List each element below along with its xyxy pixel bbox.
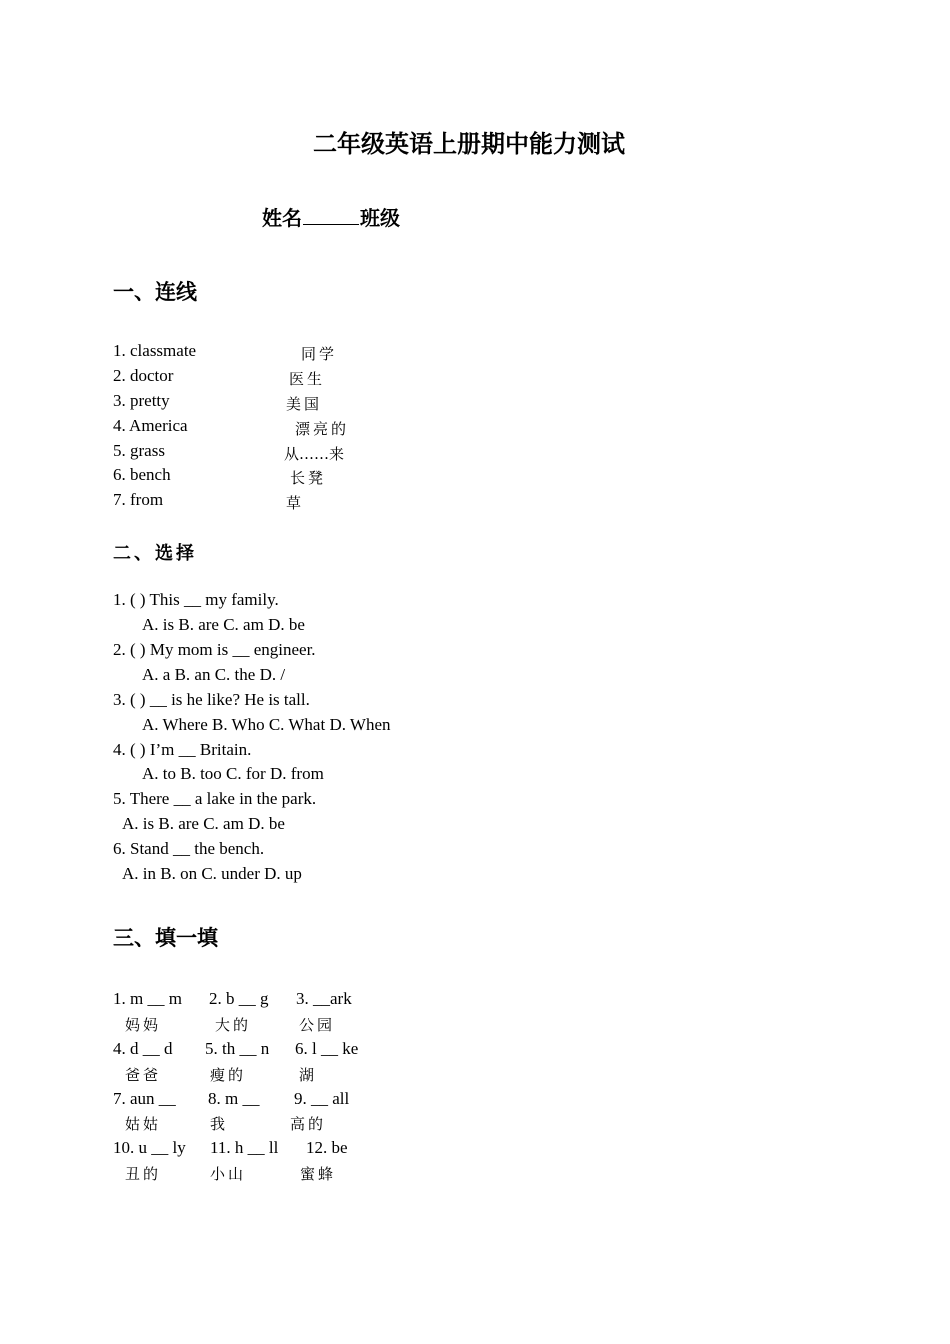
question-6-options: A. in B. on C. under D. up [122,864,302,883]
match-right-6: 长凳 [290,469,327,487]
question-3: 3. ( ) __ is he like? He is tall. [113,690,310,709]
match-right-1: 同学 [301,345,338,363]
fill-item-6: 6. l __ ke [295,1039,359,1058]
fill-hint-8: 我 [210,1115,229,1133]
fill-hint-3: 公园 [299,1016,336,1034]
question-1: 1. ( ) This __ my family. [113,590,279,609]
match-left-7: 7. from [113,490,164,509]
fill-item-11: 11. h __ ll [210,1138,279,1157]
page-title: 二年级英语上册期中能力测试 [313,130,625,158]
fill-item-3: 3. __ark [296,989,352,1008]
question-4-options: A. to B. too C. for D. from [142,764,324,783]
fill-item-12: 12. be [306,1138,348,1157]
fill-hint-7: 姑姑 [125,1115,162,1133]
fill-item-8: 8. m __ [208,1089,260,1108]
fill-hint-1: 妈妈 [125,1016,162,1034]
fill-hint-2: 大的 [215,1016,252,1034]
question-3-options: A. Where B. Who C. What D. When [142,715,391,734]
fill-item-5: 5. th __ n [205,1039,270,1058]
fill-item-4: 4. d __ d [113,1039,173,1058]
match-left-2: 2. doctor [113,366,174,385]
question-1-options: A. is B. are C. am D. be [142,615,305,634]
match-right-4: 漂亮的 [295,420,350,438]
match-right-5: 从……来 [284,445,345,463]
fill-hint-10: 丑的 [125,1165,162,1183]
fill-hint-9: 高的 [290,1115,327,1133]
fill-item-7: 7. aun __ [113,1089,176,1108]
match-right-2: 医生 [289,370,326,388]
class-label: 班级 [360,206,400,230]
question-5: 5. There __ a lake in the park. [113,789,317,808]
fill-hint-6: 湖 [299,1066,318,1084]
match-left-4: 4. America [113,416,188,435]
name-label: 姓名 [262,206,302,230]
section1-heading: 一、连线 [113,280,197,304]
match-left-1: 1. classmate [113,341,197,360]
match-right-7: 草 [286,494,305,512]
name-class-line [262,202,400,231]
question-2-options: A. a B. an C. the D. / [142,665,286,684]
question-5-options: A. is B. are C. am D. be [122,814,285,833]
section3-heading: 三、填一填 [113,926,218,950]
match-left-5: 5. grass [113,441,165,460]
fill-item-2: 2. b __ g [209,989,269,1008]
name-blank[interactable] [303,206,359,225]
match-right-3: 美国 [286,395,323,413]
fill-hint-4: 爸爸 [125,1066,162,1084]
fill-item-10: 10. u __ ly [113,1138,186,1157]
question-4: 4. ( ) I’m __ Britain. [113,740,252,759]
match-left-3: 3. pretty [113,391,170,410]
fill-item-9: 9. __ all [294,1089,350,1108]
fill-item-1: 1. m __ m [113,989,182,1008]
question-2: 2. ( ) My mom is __ engineer. [113,640,316,659]
section2-heading: 二、选择 [113,543,197,564]
fill-hint-5: 瘦的 [210,1066,247,1084]
match-left-6: 6. bench [113,465,171,484]
fill-hint-11: 小山 [210,1165,247,1183]
fill-hint-12: 蜜蜂 [300,1165,337,1183]
question-6: 6. Stand __ the bench. [113,839,265,858]
